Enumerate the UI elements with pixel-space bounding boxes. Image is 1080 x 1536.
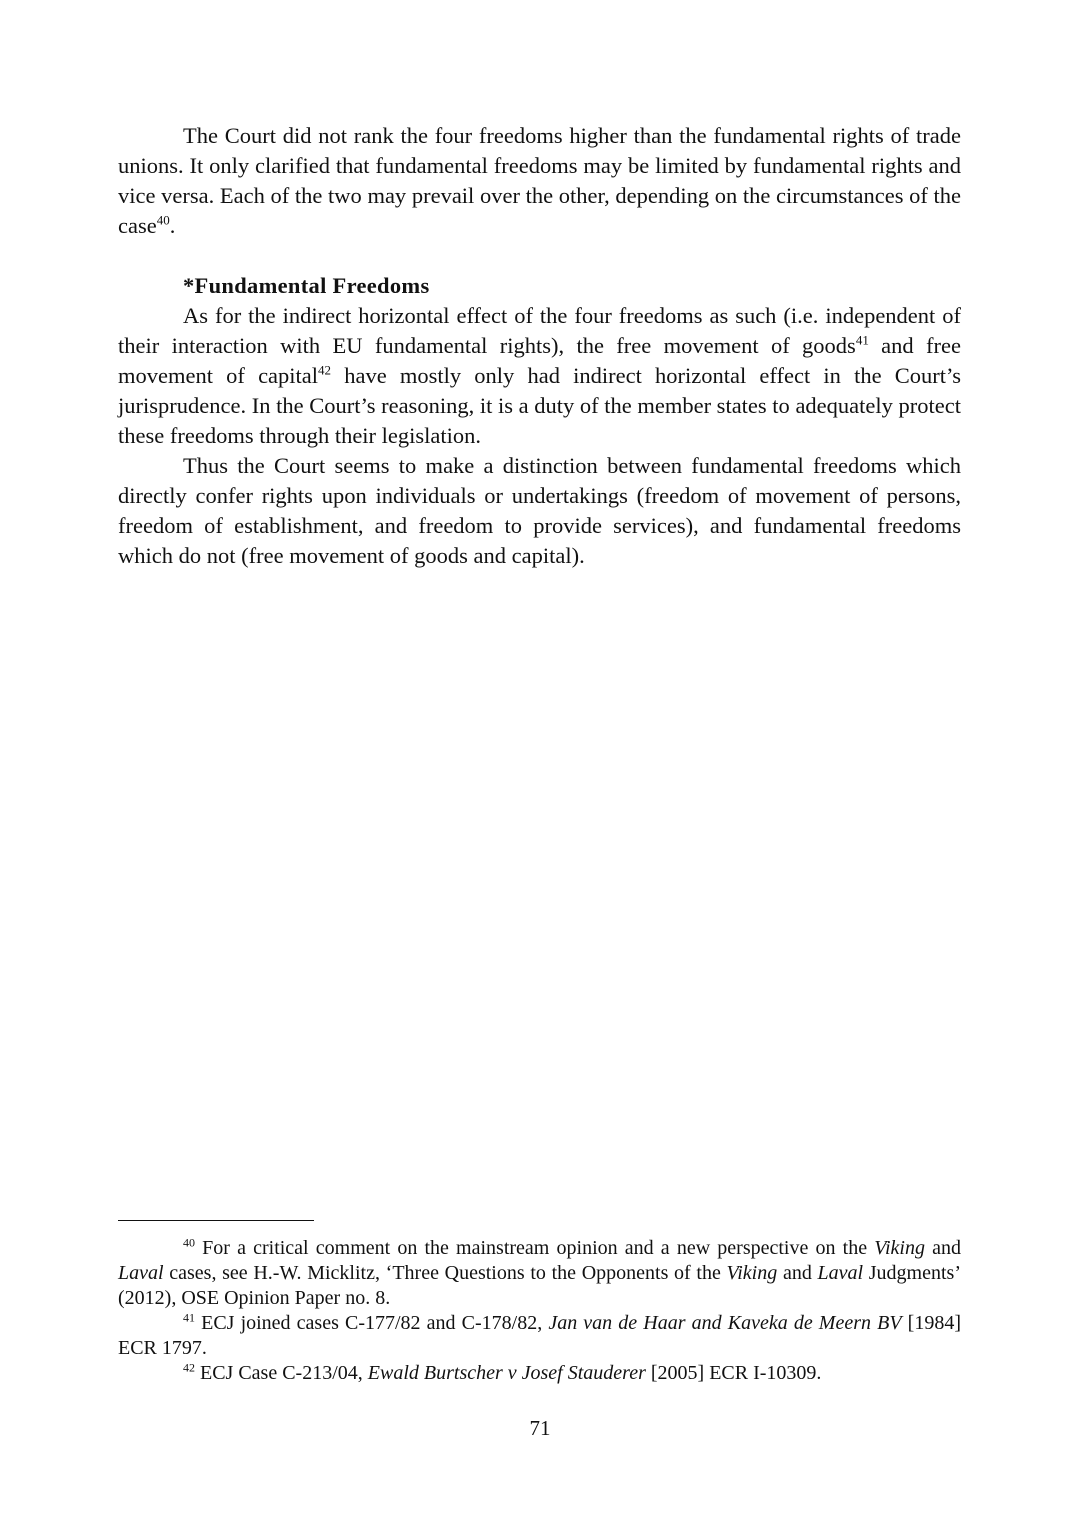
section-heading: *Fundamental Freedoms [183,273,430,298]
footnote-separator [118,1220,314,1221]
footnote-41: $^{41}$ ECJ joined cases C-177/82 and C-178/82, Jan van de Haar and Kaveka de Meern BV [1984] ECR 1797. [118,1310,961,1359]
footnote-42: $^{42}$ ECJ Case C-213/04, Ewald Burtscher v Josef Stauderer [2005] ECR I-10309. [183,1360,822,1384]
page-number: 71 [529,1416,551,1440]
paragraph-distinction: Thus the Court seems to make a distinction between fundamental freedoms which directly confer rights upon individuals or undertakings (freedom of movement of persons, freedom of establishment, and freedom to provide services), and fundamental freedoms which do not (free movement of goods and capital). [118,453,961,568]
footnote-ref-42[interactable]: 42 [318,362,332,378]
footnote-ref-41[interactable]: 41 [855,332,869,348]
paragraph-indirect-effect: As for the indirect horizontal effect of the four freedoms as such (i.e. independent of their interaction with EU fundamental rights), the free movement of goods$^{41}$ and free movement of capital$^{42}$ have mostly only had indirect horizontal effect in the Court’s jurisprudence. In the Court’s reasoning, it is a duty of the member states to adequately protect these freedoms through their legislation. [118,303,962,448]
main-text [118,121,961,571]
footnote-40: $^{40}$ For a critical comment on the mainstream opinion and a new perspective on the Viking and Laval cases, see H.-W. Micklitz, ‘Three Questions to the Opponents of the Viking and Laval Judgments’ (2012), OSE Opinion Paper no. 8. [118,1235,961,1309]
footnotes [118,1236,961,1386]
footnote-ref-40[interactable]: 40 [156,212,170,228]
paragraph-court-ranking: The Court did not rank the four freedoms higher than the fundamental rights of trade unions. It only clarified that fundamental freedoms may be limited by fundamental rights and vice versa. Each of the two may prevail over the other, depending on the circumstances of the case$^{40}$. [118,123,961,238]
